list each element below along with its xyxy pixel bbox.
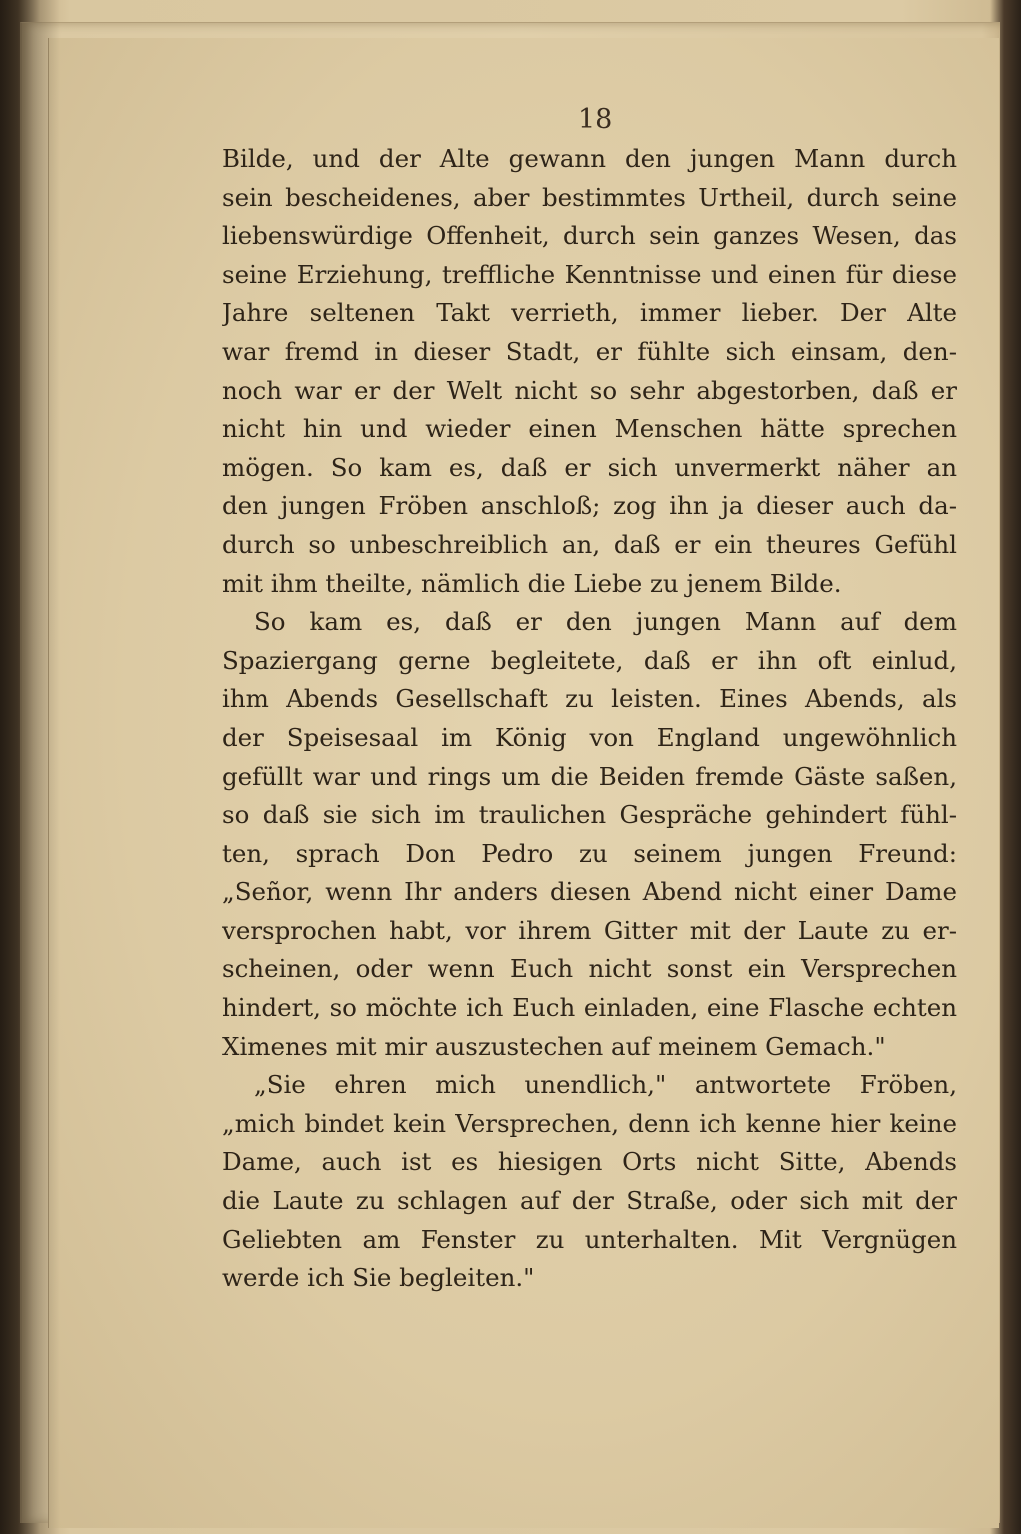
text-line: versprochen habt, vor ihrem Gitter mit der Laute zu er- xyxy=(222,915,957,945)
text-line: ihm Abends Gesellschaft zu leisten. Eines Abends, als xyxy=(222,684,957,714)
text-line: Dame, auch ist es hiesigen Orts nicht Sitte, Abends xyxy=(222,1147,957,1177)
text-line: gefüllt war und rings um die Beiden fremde Gäste saßen, xyxy=(222,761,957,791)
text-line: mit ihm theilte, nämlich die Liebe zu jenem Bilde. xyxy=(222,568,842,598)
text-line: Spaziergang gerne begleitete, daß er ihn oft einlud, xyxy=(222,645,957,675)
text-line: der Speisesaal im König von England ungewöhnlich xyxy=(222,722,957,752)
text-line: seine Erziehung, treffliche Kenntnisse und einen für diese xyxy=(222,259,957,289)
text-line: noch war er der Welt nicht so sehr abgestorben, daß er xyxy=(222,375,957,405)
text-line: Bilde, und der Alte gewann den jungen Mann durch xyxy=(222,144,957,173)
text-line: Ximenes mit mir auszustechen auf meinem Gemach." xyxy=(222,1031,886,1061)
text-line: durch so unbeschreiblich an, daß er ein theures Gefühl xyxy=(222,529,957,559)
text-line: hindert, so möchte ich Euch einladen, eine Flasche echten xyxy=(222,993,957,1023)
text-line: liebenswürdige Offenheit, durch sein ganzes Wesen, das xyxy=(222,221,957,251)
text-line: mögen. So kam es, daß er sich unvermerkt näher an xyxy=(222,452,957,482)
text-line: „mich bindet kein Versprechen, denn ich kenne hier keine xyxy=(222,1108,957,1138)
page-number: 18 xyxy=(578,104,613,135)
text-line: war fremd in dieser Stadt, er fühlte sich einsam, den- xyxy=(222,336,957,366)
text-line: „Sie ehren mich unendlich," antwortete Fröben, xyxy=(254,1070,957,1100)
text-line: so daß sie sich im traulichen Gespräche gehindert fühl- xyxy=(222,800,957,830)
text-line: werde ich Sie begleiten." xyxy=(222,1263,535,1293)
text-line: nicht hin und wieder einen Menschen hätte sprechen xyxy=(222,414,957,444)
text-line: Jahre seltenen Takt verrieth, immer lieber. Der Alte xyxy=(222,298,957,328)
text-line: „Señor, wenn Ihr anders diesen Abend nicht einer Dame xyxy=(222,877,957,907)
text-line: die Laute zu schlagen auf der Straße, oder sich mit der xyxy=(222,1186,957,1216)
text-line: sein bescheidenes, aber bestimmtes Urtheil, durch seine xyxy=(222,182,957,212)
body-text xyxy=(222,140,957,1298)
text-line: Geliebten am Fenster zu unterhalten. Mit Vergnügen xyxy=(222,1224,957,1254)
text-line: scheinen, oder wenn Euch nicht sonst ein Versprechen xyxy=(222,954,957,984)
text-line: So kam es, daß er den jungen Mann auf dem xyxy=(254,607,957,637)
text-line: den jungen Fröben anschloß; zog ihn ja dieser auch da- xyxy=(222,491,957,521)
text-line: ten, sprach Don Pedro zu seinem jungen Freund: xyxy=(222,838,957,868)
